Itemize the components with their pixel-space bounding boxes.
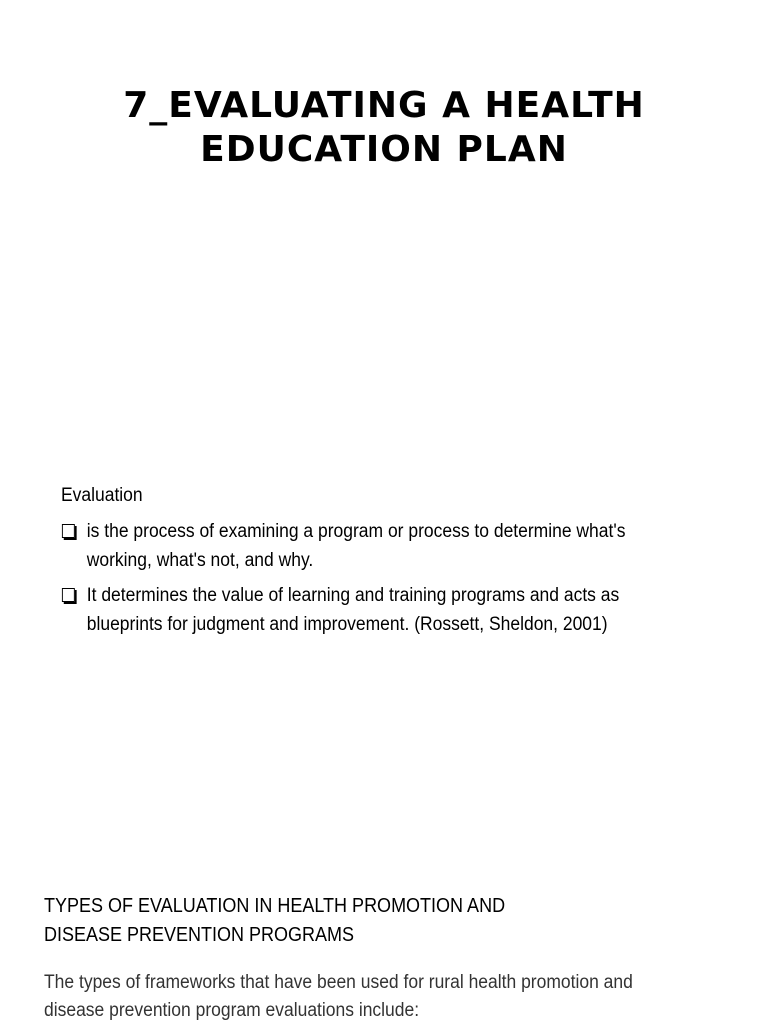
evaluation-bullet-list [61,517,721,645]
types-heading-line-2: DISEASE PREVENTION PROGRAMS [44,924,355,946]
page-title-line-2: EDUCATION PLAN [200,129,568,170]
evaluation-bullet-2-line-1: It determines the value of learning and training programs and acts as [86,585,620,606]
evaluation-bullet-2-line-2: blueprints for judgment and improvement. (Rossett, Sheldon, 2001) [86,614,608,635]
evaluation-bullet-1 [61,517,668,575]
checkbox-square-icon [62,588,75,602]
types-heading-line-1: TYPES OF EVALUATION IN HEALTH PROMOTION AND [44,895,506,917]
evaluation-bullet-2 [61,581,668,639]
evaluation-heading: Evaluation [61,485,143,506]
page-title-line-1: 7_EVALUATING A HEALTH [123,85,645,126]
types-text-line-1: The types of frameworks that have been used for rural health promotion and [44,972,633,993]
evaluation-bullet-1-line-2: working, what's not, and why. [86,550,314,571]
types-of-evaluation-heading [44,892,584,950]
types-of-evaluation-text [44,969,688,1025]
checkbox-square-icon [62,524,75,538]
page-title [0,84,768,172]
evaluation-bullet-1-line-1: is the process of examining a program or process to determine what's [86,521,626,542]
types-text-line-2: disease prevention program evaluations include: [44,1000,420,1021]
